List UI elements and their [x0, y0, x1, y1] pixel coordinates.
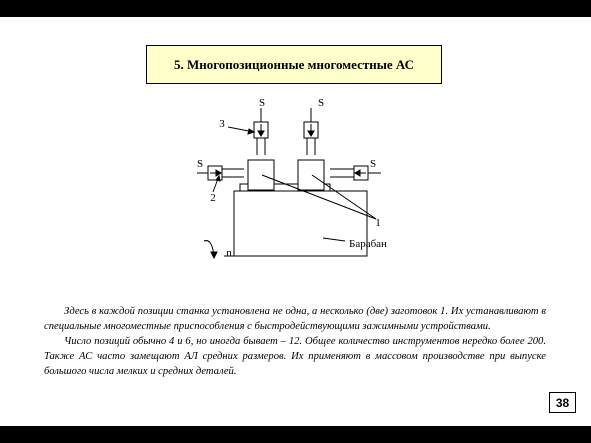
leader-2-arrowhead: [216, 176, 220, 181]
workpiece-left: [248, 160, 274, 190]
description-text: [44, 304, 546, 379]
page-title: 5. Многопозиционные многоместные АС: [173, 56, 415, 72]
spindle-right-arrowhead: [355, 170, 360, 176]
rotation-arrowhead: [211, 252, 217, 258]
page-number-badge: [549, 392, 576, 413]
page-number: 38: [555, 395, 570, 410]
label-num-1: 1: [375, 217, 381, 229]
leader-drum: [323, 238, 345, 241]
spindle-tl-arrowhead: [258, 131, 264, 136]
paragraph-1: Здесь в каждой позиции станка установлена не одна, а несколько (две) заготовок 1. Их устанавливают в специальные многоместные приспособления с быстродействующими зажимными устройствами.: [44, 306, 546, 332]
leader-1-right: [312, 175, 376, 219]
label-s-left: S: [196, 158, 204, 170]
drum-body: [234, 191, 367, 256]
spindle-left-arrowhead: [216, 170, 221, 176]
leader-3-arrowhead: [248, 129, 254, 134]
spindle-tr-arrowhead: [308, 131, 314, 136]
label-s-top-left: S: [258, 97, 266, 109]
label-s-right: S: [369, 158, 377, 170]
label-s-top-right: S: [317, 97, 325, 109]
bottom-band: [0, 426, 591, 443]
label-drum: Барабан: [349, 238, 387, 250]
workpiece-right: [298, 160, 324, 190]
label-rotation-n: n: [226, 247, 232, 259]
paragraph-2: Число позиций обычно 4 и 6, но иногда бывает – 12. Общее количество инструментов нередко более 200. Также АС часто замещают АЛ средних размеров. Их применяют в массовом производстве при выпуске большого числа мелких и средних деталей.: [44, 336, 546, 377]
label-num-2: 2: [210, 192, 216, 204]
label-num-3: 3: [219, 118, 225, 130]
